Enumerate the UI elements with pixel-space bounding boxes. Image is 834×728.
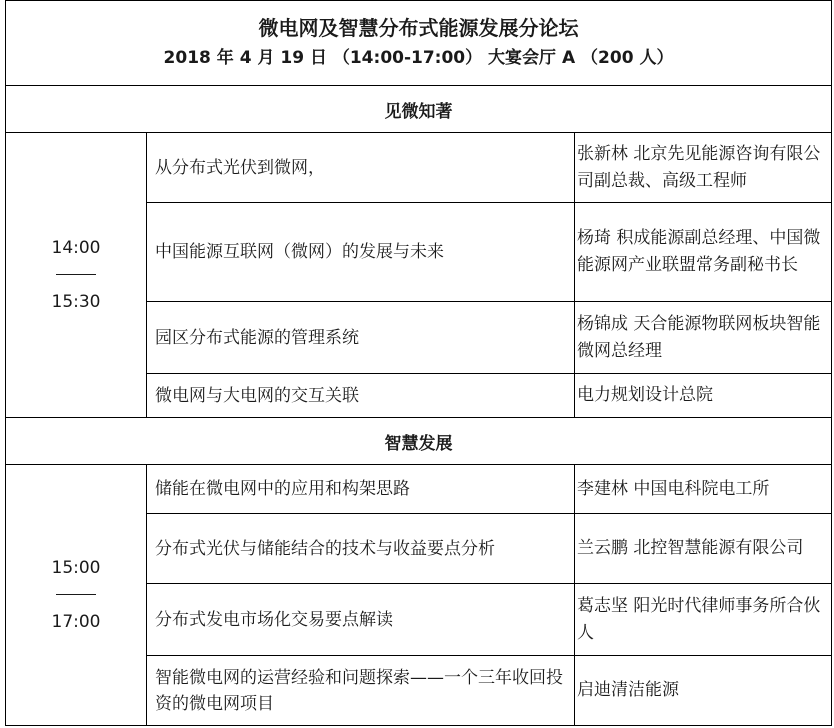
topic-cell: 中国能源互联网（微网）的发展与未来 bbox=[147, 203, 575, 302]
time-start: 15:00 bbox=[51, 557, 101, 578]
time-slot bbox=[6, 465, 147, 726]
section-heading: 见微知著 bbox=[6, 86, 832, 133]
event-details: 2018 年 4 月 19 日 （14:00-17:00） 大宴会厅 A （200 人） bbox=[163, 48, 674, 68]
time-end: 17:00 bbox=[51, 611, 101, 632]
speaker-cell: 杨锦成 天合能源物联网板块智能微网总经理 bbox=[575, 302, 832, 374]
speaker-cell: 李建林 中国电科院电工所 bbox=[575, 465, 832, 514]
topic-cell: 分布式发电市场化交易要点解读 bbox=[147, 584, 575, 656]
topic-cell: 从分布式光伏到微网， bbox=[147, 133, 575, 203]
speaker-cell: 电力规划设计总院 bbox=[575, 374, 832, 418]
speaker-cell: 葛志坚 阳光时代律师事务所合伙人 bbox=[575, 584, 832, 656]
speaker-cell: 杨琦 积成能源副总经理、中国微能源网产业联盟常务副秘书长 bbox=[575, 203, 832, 302]
topic-cell: 微电网与大电网的交互关联 bbox=[147, 374, 575, 418]
topic-cell: 园区分布式能源的管理系统 bbox=[147, 302, 575, 374]
time-slot bbox=[6, 133, 147, 418]
speaker-cell: 张新林 北京先见能源咨询有限公司副总裁、高级工程师 bbox=[575, 133, 832, 203]
speaker-cell: 启迪清洁能源 bbox=[575, 656, 832, 726]
speaker-cell: 兰云鹏 北控智慧能源有限公司 bbox=[575, 514, 832, 584]
agenda-table bbox=[5, 0, 832, 726]
topic-cell: 智能微电网的运营经验和问题探索——一个三年收回投资的微电网项目 bbox=[147, 656, 575, 726]
agenda-header bbox=[6, 1, 832, 86]
time-end: 15:30 bbox=[51, 291, 101, 312]
time-start: 14:00 bbox=[51, 237, 101, 258]
topic-cell: 储能在微电网中的应用和构架思路 bbox=[147, 465, 575, 514]
time-dash bbox=[56, 594, 96, 595]
topic-cell: 分布式光伏与储能结合的技术与收益要点分析 bbox=[147, 514, 575, 584]
page-title: 微电网及智慧分布式能源发展分论坛 bbox=[258, 16, 579, 40]
time-dash bbox=[56, 274, 96, 275]
section-heading: 智慧发展 bbox=[6, 418, 832, 465]
